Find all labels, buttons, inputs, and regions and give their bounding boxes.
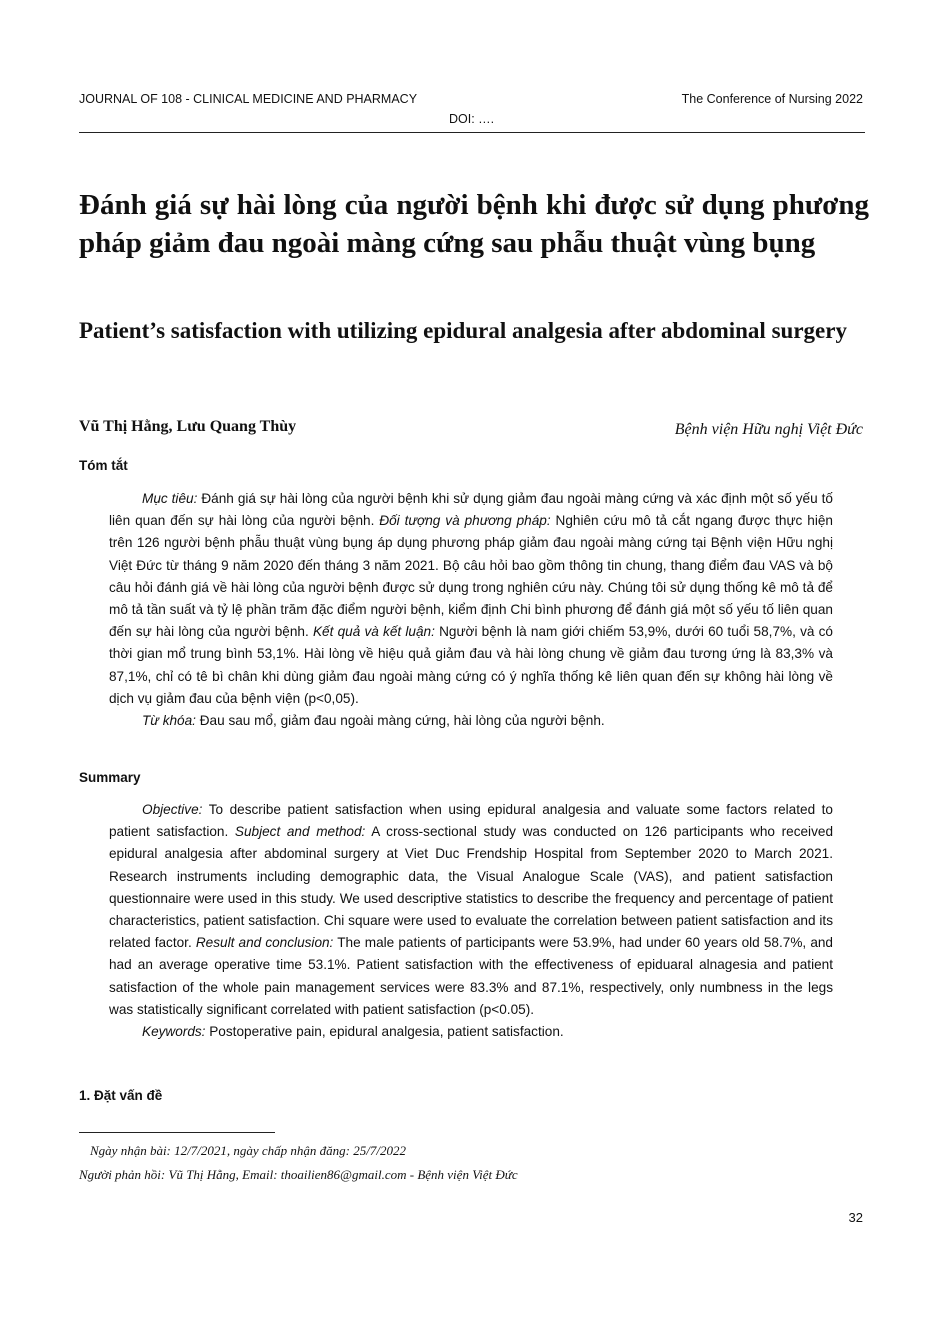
- abstract-vi-keywords: [109, 710, 833, 732]
- result-label: Kết quả và kết luận:: [312, 624, 435, 640]
- method-text: A cross-sectional study was conducted on 126 participants who received epidural analgesia after abdominal surgery at Viet Duc Frendship Hospital from September 2020 to March 2021. Research instruments including demographic data, the Visual Analogue Scale (VAS), and patient satisfaction questionnaire were used in this study. We used descriptive statistics to describe the frequency and percentage of patient characteristics, patient satisfaction. Chi square were used to evaluate the correlation between patient satisfaction and its related factor.: [109, 824, 833, 951]
- result-text: The male patients of participants were 53.9%, had under 60 years old 58.7%, and had an average operative time 53.1%. Patient satisfaction with the effectiveness of epiduaral alnagesia and patient satisfaction of the whole pain management services were 83.3% and 87.1%, respectively, only numbness in the legs was statistically significant correlated with patient satisfaction (p<0.05).: [109, 935, 833, 1017]
- keywords-text: Postoperative pain, epidural analgesia, patient satisfaction.: [205, 1024, 564, 1040]
- section-1-heading: 1. Đặt vấn đề: [79, 1088, 163, 1103]
- footnote-correspondence: Người phản hồi: Vũ Thị Hằng, Email: thoailien86@gmail.com - Bệnh viện Việt Đức: [79, 1167, 518, 1182]
- method-label: Subject and method:: [234, 824, 366, 840]
- method-label: Đối tượng và phương pháp:: [379, 513, 551, 529]
- result-text: Người bệnh là nam giới chiếm 53,9%, dưới 60 tuổi 58,7%, và có thời gian mổ trung bình 53,1%. Hài lòng về hiệu quả giảm đau và hài lòng chung về giảm đau tương ứng là 83,3% và 87,1%, chỉ có tê bì chân khi dùng giảm đau ngoài màng cứng có ý nghĩa thống kê liên quan đến sự không hài lòng về dịch vụ giảm đau của bệnh viện (p<0,05).: [109, 624, 833, 706]
- title-vietnamese: Đánh giá sự hài lòng của người bệnh khi được sử dụng phương pháp giảm đau ngoài màng cứng sau phẫu thuật vùng bụng: [79, 189, 869, 259]
- affiliation: Bệnh viện Hữu nghị Việt Đức: [674, 421, 863, 438]
- footnote-rule: [79, 1132, 275, 1133]
- abstract-vi-heading: Tóm tắt: [79, 458, 128, 473]
- objective-text: To describe patient satisfaction when using epidural analgesia and valuate some factors related to patient satisfaction.: [109, 802, 833, 840]
- abstract-en: [109, 799, 833, 1043]
- conference-name: The Conference of Nursing 2022: [681, 92, 863, 106]
- title-english: Patient’s satisfaction with utilizing epidural analgesia after abdominal surgery: [79, 318, 847, 343]
- abstract-en-body: [109, 799, 833, 1021]
- doi: DOI: ….: [449, 112, 495, 126]
- authors: Vũ Thị Hằng, Lưu Quang Thùy: [79, 418, 297, 435]
- keywords-label: Keywords:: [142, 1024, 206, 1040]
- header-rule: [79, 132, 865, 133]
- abstract-vi: [109, 488, 833, 732]
- keywords-label: Từ khóa:: [142, 713, 196, 729]
- result-label: Result and conclusion:: [195, 935, 334, 951]
- abstract-vi-body: [109, 488, 833, 710]
- page-number: 32: [848, 1210, 863, 1225]
- objective-label: Objective:: [142, 802, 203, 817]
- objective-text: Đánh giá sự hài lòng của người bệnh khi sử dụng giảm đau ngoài màng cứng và xác định một số yếu tố liên quan đến sự hài lòng của người bệnh.: [109, 491, 833, 529]
- footnote-received: Ngày nhận bài: 12/7/2021, ngày chấp nhận đăng: 25/7/2022: [90, 1143, 406, 1158]
- method-text: Nghiên cứu mô tả cắt ngang được thực hiện trên 126 người bệnh phẫu thuật vùng bụng áp dụng phương pháp giảm đau ngoài màng cứng tại Bệnh viện Hữu nghị Việt Đức từ tháng 9 năm 2020 đến tháng 3 năm 2021. Bộ câu hỏi bao gồm thông tin chung, thang điểm đau VAS và bộ câu hỏi đánh giá về hài lòng của người bệnh được sử dụng trong nghiên cứu này. Chúng tôi sử dụng thống kê mô tả để mô tả tần suất và tỷ lệ phần trăm đặc điểm người bệnh, kiểm định Chi bình phương để đánh giá một số yếu tố liên quan đến sự hài lòng của người bệnh.: [109, 513, 833, 640]
- abstract-en-keywords: [109, 1021, 833, 1043]
- keywords-text: Đau sau mổ, giảm đau ngoài màng cứng, hài lòng của người bệnh.: [195, 713, 605, 729]
- abstract-en-heading: Summary: [79, 770, 141, 785]
- journal-name: JOURNAL OF 108 - CLINICAL MEDICINE AND PHARMACY: [79, 92, 418, 106]
- objective-label: Mục tiêu:: [142, 491, 198, 506]
